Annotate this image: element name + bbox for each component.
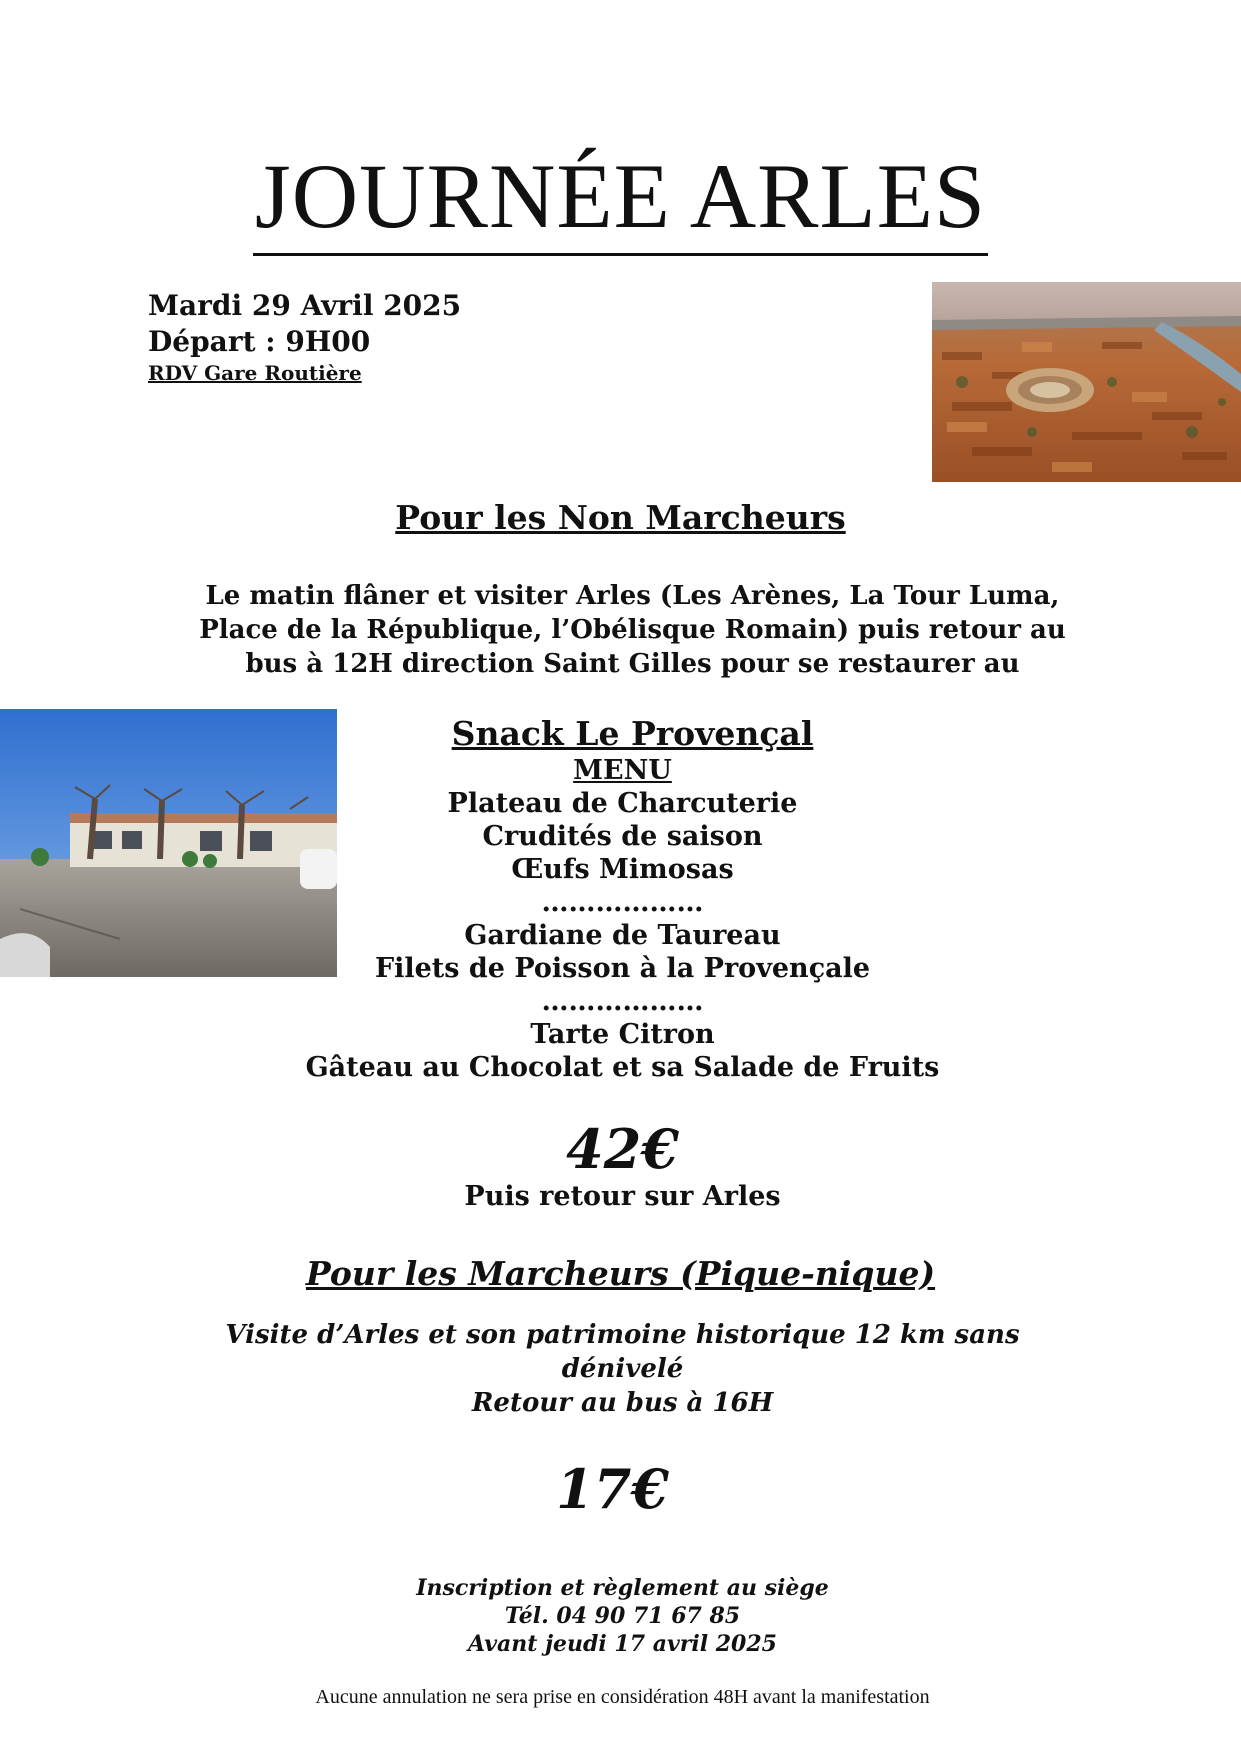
- non-walkers-line: Le matin flâner et visiter Arles (Les Arènes, La Tour Luma,: [205, 581, 1060, 611]
- menu-item: Tarte Citron: [530, 1019, 715, 1050]
- menu-title: MENU: [573, 755, 672, 786]
- registration-line: Inscription et règlement au siège: [416, 1575, 829, 1601]
- walkers-price: 17€: [556, 1457, 669, 1521]
- menu-item: Œufs Mimosas: [511, 854, 734, 885]
- arles-aerial-photo: [932, 282, 1241, 482]
- menu-separator: ………………: [541, 986, 704, 1017]
- page-title: [0, 145, 1241, 247]
- page-title-text: JOURNÉE ARLES: [253, 145, 988, 256]
- meeting-point: RDV Gare Routière: [148, 361, 362, 385]
- registration-deadline: Avant jeudi 17 avril 2025: [468, 1631, 777, 1657]
- walkers-line: Retour au bus à 16H: [471, 1388, 774, 1418]
- restaurant-name: Snack Le Provençal: [451, 714, 814, 753]
- menu-item: Plateau de Charcuterie: [447, 788, 798, 819]
- walkers-description: [2, 1318, 1241, 1420]
- menu-item: Filets de Poisson à la Provençale: [374, 953, 871, 984]
- non-walkers-heading: Pour les Non Marcheurs: [395, 498, 846, 537]
- menu-item: Crudités de saison: [482, 821, 763, 852]
- arles-aerial-illustration: [932, 282, 1241, 482]
- non-walkers-description: [12, 579, 1241, 681]
- event-date: Mardi 29 Avril 2025: [148, 289, 462, 322]
- non-walkers-line: bus à 12H direction Saint Gilles pour se restaurer au: [245, 649, 1020, 679]
- non-walkers-price: 42€: [566, 1117, 679, 1181]
- walkers-line: dénivelé: [561, 1354, 684, 1384]
- registration-phone: Tél. 04 90 71 67 85: [504, 1603, 741, 1629]
- non-walkers-line: Place de la République, l’Obélisque Romain) puis retour au: [199, 615, 1066, 645]
- registration-info: [2, 1574, 1241, 1658]
- menu-list: [2, 787, 1241, 1084]
- menu-item: Gâteau au Chocolat et sa Salade de Fruits: [305, 1052, 940, 1083]
- walkers-heading: Pour les Marcheurs (Pique-nique): [305, 1254, 936, 1293]
- event-departure: Départ : 9H00: [148, 325, 371, 358]
- event-info: [148, 288, 461, 386]
- cancellation-disclaimer: Aucune annulation ne sera prise en considération 48H avant la manifestation: [315, 1686, 930, 1708]
- non-walkers-return: Puis retour sur Arles: [464, 1181, 781, 1212]
- menu-separator: ………………: [541, 887, 704, 918]
- walkers-line: Visite d’Arles et son patrimoine historique 12 km sans: [225, 1320, 1020, 1350]
- menu-item: Gardiane de Taureau: [464, 920, 781, 951]
